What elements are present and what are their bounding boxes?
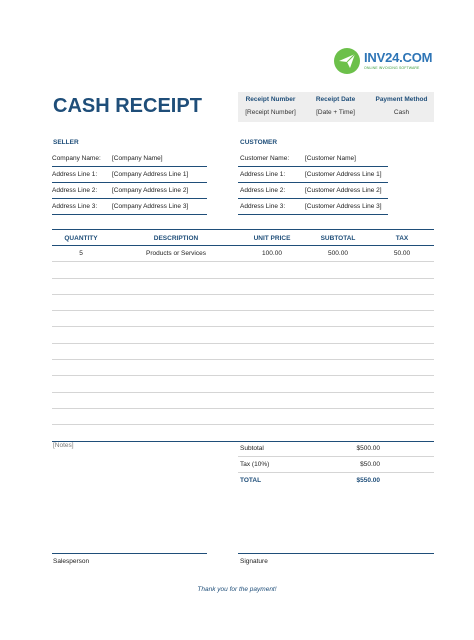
seller-value: [Company Address Line 3] — [112, 203, 189, 210]
tax-value: $50.00 — [360, 461, 380, 468]
table-row — [52, 246, 434, 262]
seller-value: [Company Name] — [112, 155, 163, 162]
customer-label: Customer Name: — [240, 155, 290, 162]
quantity-header: QUANTITY — [64, 235, 98, 242]
seller-label: Company Name: — [52, 155, 101, 162]
item-description: Products or Services — [146, 250, 206, 257]
seller-label: Address Line 3: — [52, 203, 98, 210]
table-row — [52, 295, 434, 311]
company-logo — [334, 48, 434, 76]
table-row — [52, 360, 434, 376]
tax-row — [238, 457, 434, 473]
table-row — [52, 344, 434, 360]
receipt-date-value: [Date + Time] — [316, 109, 355, 116]
total-row — [238, 473, 434, 489]
signature-label: Signature — [240, 558, 268, 565]
items-header-row — [52, 229, 434, 246]
receipt-number-header: Receipt Number — [245, 96, 296, 103]
payment-method-value: Cash — [393, 109, 410, 116]
subtotal-label: Subtotal — [240, 445, 264, 452]
customer-label: Address Line 1: — [240, 171, 286, 178]
unit-price-header: UNIT PRICE — [253, 235, 291, 242]
logo-tagline: ONLINE INVOICING SOFTWARE — [364, 66, 420, 70]
logo-brand: INV24.COM — [364, 50, 433, 65]
paper-plane-icon — [336, 50, 358, 72]
signature-line — [238, 553, 434, 554]
subtotal-row — [238, 441, 434, 457]
tax-header: TAX — [395, 235, 409, 242]
table-row — [52, 376, 434, 392]
table-row — [52, 393, 434, 409]
items-table — [52, 229, 434, 442]
table-row — [52, 425, 434, 441]
table-row — [52, 311, 434, 327]
total-value: $550.00 — [356, 477, 380, 484]
receipt-date-header: Receipt Date — [315, 96, 356, 103]
item-tax: 50.00 — [393, 250, 411, 257]
total-label: TOTAL — [240, 477, 262, 484]
seller-value: [Company Address Line 2] — [112, 187, 189, 194]
receipt-number-col — [238, 92, 303, 116]
salesperson-label: Salesperson — [53, 558, 90, 565]
notes-text: [Notes] — [53, 442, 74, 449]
customer-value: [Customer Address Line 1] — [305, 171, 382, 178]
subtotal-value: $500.00 — [356, 445, 380, 452]
seller-row — [52, 167, 207, 183]
seller-label: Address Line 1: — [52, 171, 98, 178]
customer-label: Address Line 3: — [240, 203, 286, 210]
payment-method-col — [369, 92, 434, 116]
customer-row — [238, 183, 388, 199]
seller-value: [Company Address Line 1] — [112, 171, 189, 178]
seller-row — [52, 151, 207, 167]
table-row — [52, 327, 434, 343]
item-quantity: 5 — [79, 250, 83, 257]
customer-value: [Customer Address Line 2] — [305, 187, 382, 194]
footer-thanks: Thank you for the payment! — [197, 586, 277, 593]
table-row — [52, 279, 434, 295]
customer-label: Address Line 2: — [240, 187, 286, 194]
item-unit-price: 100.00 — [262, 250, 282, 257]
receipt-info-table — [238, 92, 434, 122]
customer-value: [Customer Address Line 3] — [305, 203, 382, 210]
salesperson-line — [52, 553, 207, 554]
tax-label: Tax (10%) — [240, 461, 270, 468]
payment-method-header: Payment Method — [375, 96, 428, 103]
table-row — [52, 262, 434, 278]
subtotal-header: SUBTOTAL — [320, 235, 356, 242]
seller-heading: SELLER — [53, 139, 79, 146]
customer-row — [238, 151, 388, 167]
customer-row — [238, 199, 388, 215]
customer-row — [238, 167, 388, 183]
seller-row — [52, 199, 207, 215]
receipt-number-value: [Receipt Number] — [245, 109, 296, 116]
receipt-date-col — [303, 92, 368, 116]
table-row — [52, 409, 434, 425]
logo-badge — [334, 48, 360, 74]
page-title: CASH RECEIPT — [53, 95, 202, 117]
customer-value: [Customer Name] — [305, 155, 356, 162]
customer-heading: CUSTOMER — [240, 139, 278, 146]
description-header: DESCRIPTION — [153, 235, 199, 242]
seller-label: Address Line 2: — [52, 187, 98, 194]
seller-row — [52, 183, 207, 199]
item-subtotal: 500.00 — [328, 250, 348, 257]
